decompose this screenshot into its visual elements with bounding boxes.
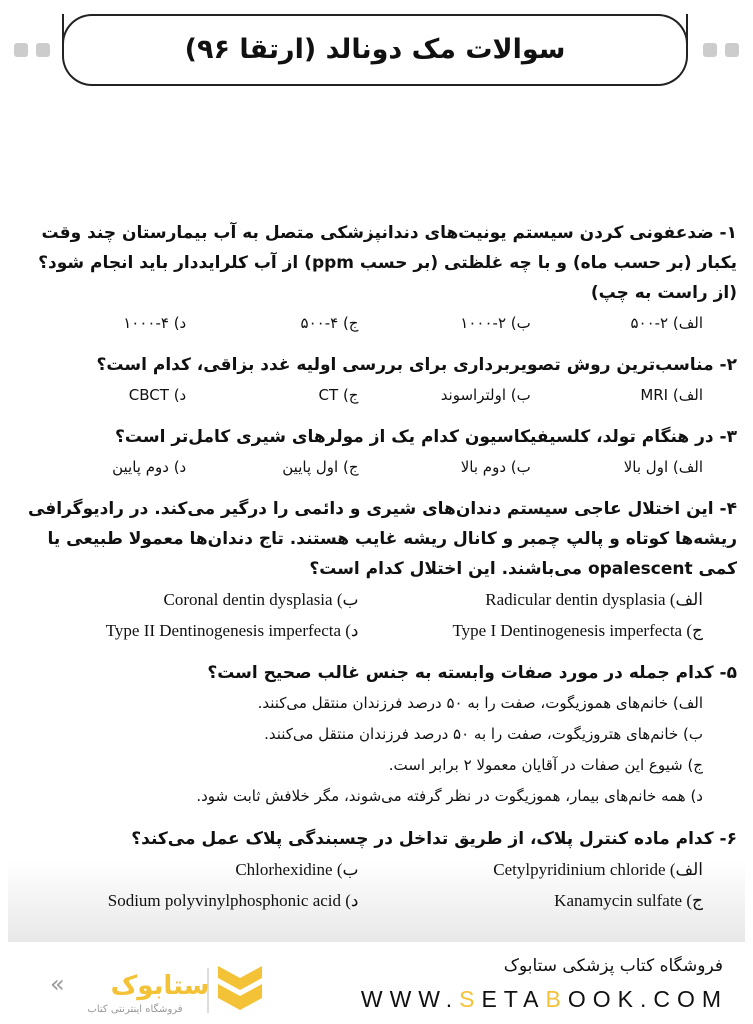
option: ب) Chlorhexidine bbox=[235, 860, 359, 879]
option: د) Sodium polyvinylphosphonic acid bbox=[107, 891, 359, 910]
option: د) ۴-۱۰۰۰ bbox=[123, 314, 187, 332]
question-3 bbox=[14, 422, 737, 482]
question-5 bbox=[14, 658, 737, 812]
question-6 bbox=[14, 824, 737, 916]
shop-name: فروشگاه کتاب پزشکی ستابوک bbox=[503, 956, 723, 976]
decor-square bbox=[703, 43, 717, 57]
option: الف) اول بالا bbox=[623, 458, 703, 476]
page-title: سوالات مک دونالد (ارتقا ۹۶) bbox=[184, 33, 566, 65]
svg-text:«: « bbox=[50, 970, 65, 998]
option: د) CBCT bbox=[128, 386, 187, 404]
setabook-logo bbox=[40, 958, 290, 1018]
question-4 bbox=[14, 494, 737, 646]
question-text: ۵- کدام جمله در مورد صفات وابسته به جنس غالب صحیح است؟ bbox=[207, 663, 737, 683]
option: ب) دوم بالا bbox=[460, 458, 531, 476]
decor-square bbox=[14, 43, 28, 57]
question-text: ۱- ضدعفونی کردن سیستم یونیت‌های دندانپزشکی متصل به آب بیمارستان چند وقت یکبار (بر حسب ماه) و با چه غلظتی (بر حسب ppm) از آب کلرایددار باید انجام شود؟ (از راست به چپ) bbox=[38, 223, 737, 303]
option: الف) MRI bbox=[640, 386, 703, 404]
option: ج) شیوع این صفات در آقایان معمولا ۲ برابر است. bbox=[388, 756, 703, 774]
option: د) دوم پایین bbox=[112, 458, 187, 476]
question-list bbox=[14, 218, 737, 928]
option: الف) ۲-۵۰۰ bbox=[630, 314, 703, 332]
option: الف) خانم‌های هموزیگوت، صفت را به ۵۰ درصد فرزندان منتقل می‌کنند. bbox=[257, 694, 703, 712]
option: ب) اولتراسوند bbox=[440, 386, 531, 404]
question-text: ۴- این اختلال عاجی سیستم دندان‌های شیری و دائمی را درگیر می‌کند. در رادیوگرافی ریشه‌ها کوتاه و پالپ چمبر و کانال ریشه غایب هستند. تاج دندان‌ها معمولا طبیعی یا کمی opalescent می‌باشند. این اختلال کدام است؟ bbox=[27, 499, 737, 579]
option: ج) Type I Dentinogenesis imperfecta bbox=[452, 621, 703, 640]
website-url[interactable]: WWW.SETABOOK.COM bbox=[360, 986, 728, 1012]
option: ج) CT bbox=[318, 386, 359, 404]
decor-square bbox=[36, 43, 50, 57]
option: ب) Coronal dentin dysplasia bbox=[163, 590, 359, 609]
option: الف) Radicular dentin dysplasia bbox=[485, 590, 703, 609]
question-text: ۶- کدام ماده کنترل پلاک، از طریق تداخل در چسبندگی پلاک عمل می‌کند؟ bbox=[131, 829, 737, 849]
decor-square bbox=[725, 43, 739, 57]
option: ج) Kanamycin sulfate bbox=[554, 891, 703, 910]
option: ب) خانم‌های هتروزیگوت، صفت را به ۵۰ درصد فرزندان منتقل می‌کنند. bbox=[264, 725, 703, 743]
question-2 bbox=[14, 350, 737, 410]
option: الف) Cetylpyridinium chloride bbox=[493, 860, 703, 879]
logo-tagline: فروشگاه اینترنتی کتاب bbox=[87, 1004, 183, 1015]
question-1 bbox=[14, 218, 737, 338]
option: ج) اول پایین bbox=[282, 458, 359, 476]
question-text: ۲- مناسب‌ترین روش تصویربرداری برای بررسی اولیه غدد بزاقی، کدام است؟ bbox=[96, 355, 737, 375]
option: د) Type II Dentinogenesis imperfecta bbox=[105, 621, 359, 640]
footer bbox=[0, 950, 753, 1024]
option: د) همه خانم‌های بیمار، هموزیگوت در نظر گرفته می‌شوند، مگر خلافش ثابت شود. bbox=[196, 787, 703, 805]
header bbox=[62, 14, 688, 86]
logo-brand: ستابوک bbox=[110, 971, 210, 1001]
option: ج) ۴-۵۰۰ bbox=[300, 314, 359, 332]
option: ب) ۲-۱۰۰۰ bbox=[460, 314, 531, 332]
question-text: ۳- در هنگام تولد، کلسیفیکاسیون کدام یک از مولرهای شیری کامل‌تر است؟ bbox=[115, 427, 737, 447]
